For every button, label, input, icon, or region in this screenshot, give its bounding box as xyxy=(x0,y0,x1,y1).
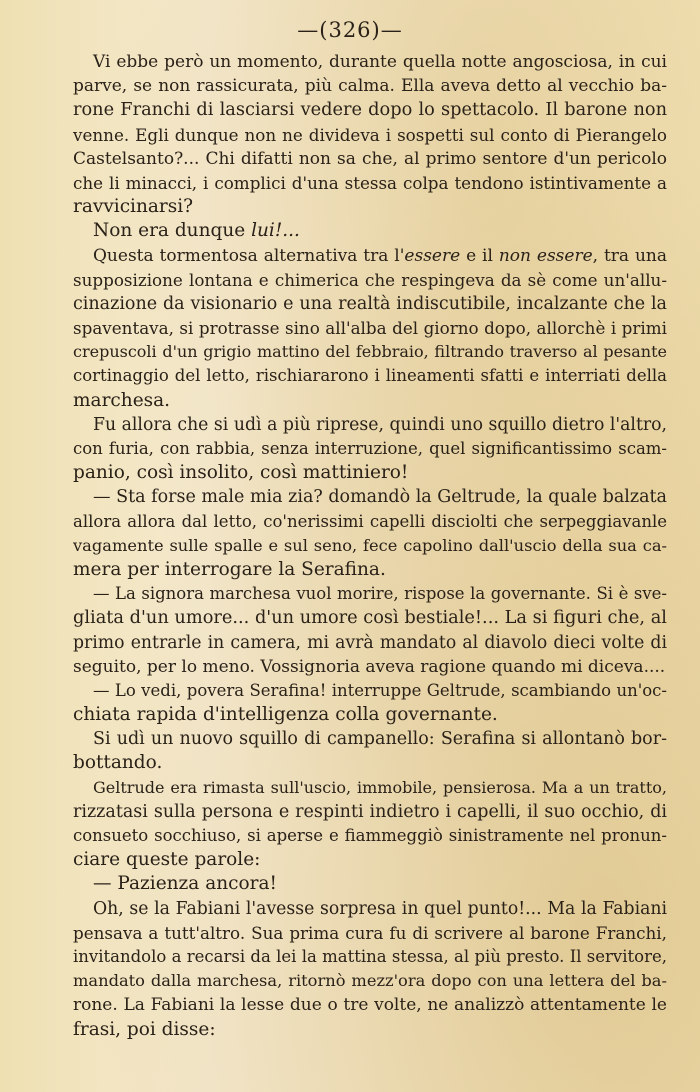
text-line: Geltrude era rimasta sull'uscio, immobile, pensierosa. Ma a un tratto, xyxy=(93,777,667,797)
text-line: chiata rapida d'intelligenza colla governante. xyxy=(73,704,498,726)
text-line: pensava a tutt'altro. Sua prima cura fu di scrivere al barone Franchi, xyxy=(73,922,667,943)
text-line: allora allora dal letto, co'nerissimi capelli disciolti che serpeggiavanle xyxy=(73,511,667,531)
text-line: Si udì un nuovo squillo di campanello: Serafina si allontanò bor- xyxy=(93,729,667,750)
text-line: mandato dalla marchesa, ritornò mezz'ora dopo con una lettera del ba- xyxy=(73,971,667,991)
text-line: marchesa. xyxy=(73,389,171,411)
text-line: Castelsanto?... Chi difatti non sa che, al primo sentore d'un pericolo xyxy=(73,148,667,169)
text-line: Vi ebbe però un momento, durante quella notte angosciosa, in cui xyxy=(93,52,667,72)
body-text xyxy=(73,50,667,1042)
text-line: — Pazienza ancora! xyxy=(93,873,277,895)
text-line: vagamente sulle spalle e sul seno, fece capolino dall'uscio della sua ca- xyxy=(73,535,667,555)
text-line: consueto socchiuso, si aperse e fiammeggiò sinistramente nel pronun- xyxy=(73,826,667,845)
text-line: primo entrarle in camera, mi avrà mandato al diavolo dieci volte di xyxy=(73,632,667,653)
text-line: rone. La Fabiani la lesse due o tre volte, ne analizzò attentamente le xyxy=(73,995,667,1016)
text-line: panio, così insolito, così mattiniero! xyxy=(73,462,409,484)
text-line: bottando. xyxy=(73,752,163,774)
text-line: rizzatasi sulla persona e respinti indietro i capelli, il suo occhio, di xyxy=(73,801,667,822)
text-line: ravvicinarsi? xyxy=(73,196,194,218)
text-line: rone Franchi di lasciarsi vedere dopo lo spettacolo. Il barone non xyxy=(73,100,667,121)
text-line: invitandolo a recarsi da lei la mattina stessa, al più presto. Il servitore, xyxy=(73,946,667,966)
text-line: venne. Egli dunque non ne divideva i sospetti sul conto di Pierangelo xyxy=(73,124,667,145)
text-line: ciare queste parole: xyxy=(73,849,261,871)
text-line: supposizione lontana e chimerica che respingeva da sè come un'allu- xyxy=(73,269,667,290)
text-line: seguito, per lo meno. Vossignoria aveva ragione quando mi diceva.... xyxy=(73,656,666,677)
text-line: spaventava, si protrasse sino all'alba del giorno dopo, allorchè i primi xyxy=(73,318,667,339)
text-line: gliata d'un umore... d'un umore così bestiale!... La si figuri che, al xyxy=(73,608,667,629)
text-line: crepuscoli d'un grigio mattino del febbraio, filtrando traverso al pesante xyxy=(73,342,667,362)
text-line: parve, se non rassicurata, più calma. Ella aveva detto al vecchio ba- xyxy=(73,76,667,97)
text-line: Questa tormentosa alternativa tra l'essere e il non essere, tra una xyxy=(93,245,668,266)
page-number: —(326)— xyxy=(297,18,403,42)
text-line: cinazione da visionario e una realtà indiscutibile, incalzante che la xyxy=(73,293,667,314)
text-line: cortinaggio del letto, rischiararono i lineamenti sfatti e interriati della xyxy=(73,366,667,386)
text-line: — La signora marchesa vuol morire, rispose la governante. Si è sve- xyxy=(93,584,667,604)
text-line: Fu allora che si udì a più riprese, quindi uno squillo dietro l'altro, xyxy=(93,414,667,435)
text-line: Non era dunque lui!... xyxy=(93,220,300,242)
text-line: con furia, con rabbia, senza interruzione, quel significantissimo scam- xyxy=(73,439,667,458)
text-line: mera per interrogare la Serafina. xyxy=(73,558,386,580)
text-line: — Sta forse male mia zia? domandò la Geltrude, la quale balzata xyxy=(93,487,667,508)
text-line: — Lo vedi, povera Serafina! interruppe Geltrude, scambiando un'oc- xyxy=(93,680,667,700)
text-line: frasi, poi disse: xyxy=(73,1018,216,1040)
text-line: che li minacci, i complici d'una stessa colpa tendono istintivamente a xyxy=(73,172,667,193)
text-line: Oh, se la Fabiani l'avesse sorpresa in quel punto!... Ma la Fabiani xyxy=(93,898,667,919)
